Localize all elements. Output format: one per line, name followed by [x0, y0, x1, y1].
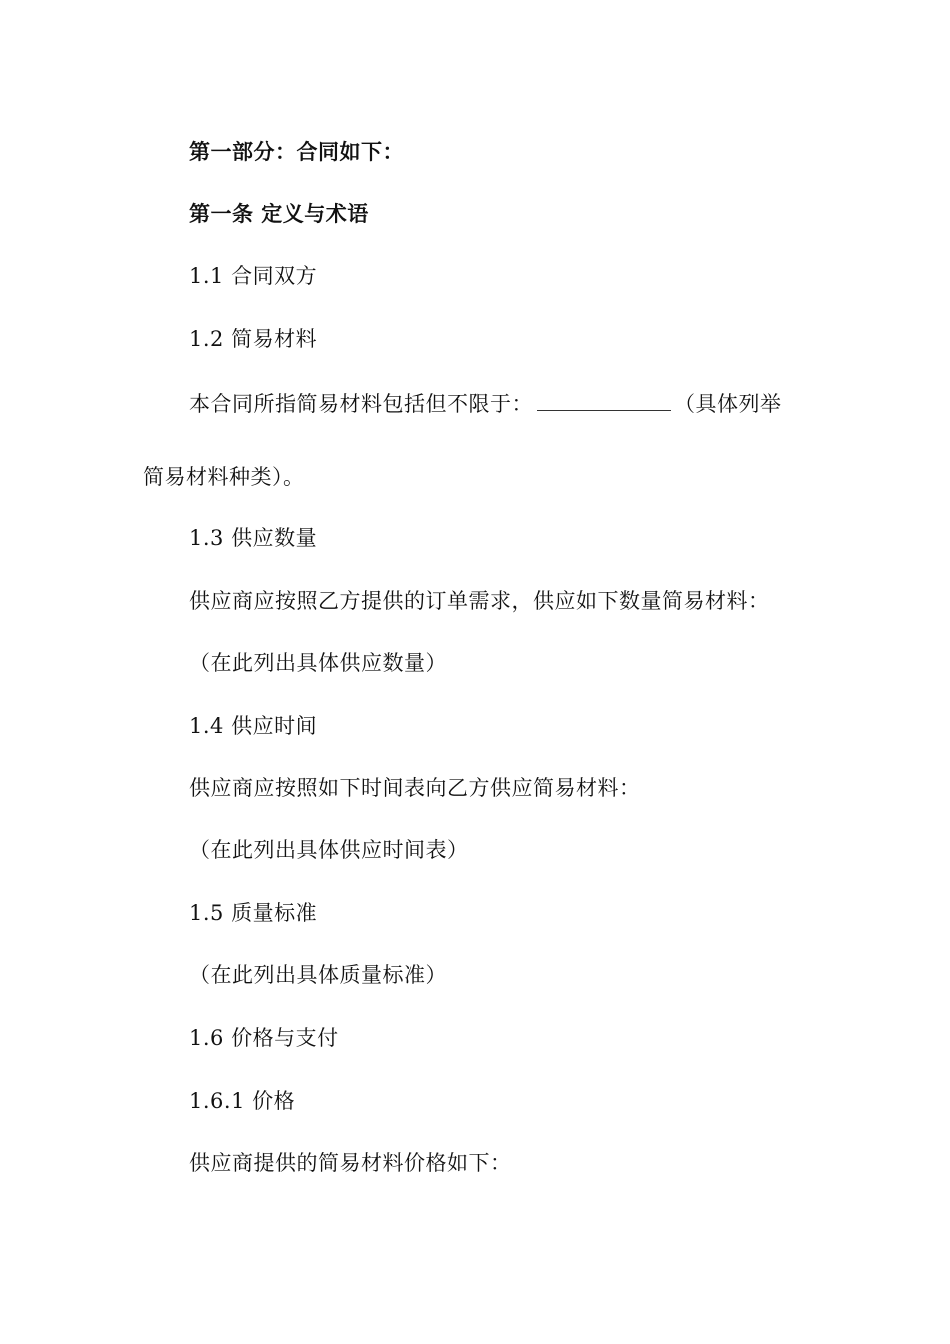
section-1-5: 1.5 质量标准 — [189, 901, 318, 925]
materials-blank-field — [537, 388, 671, 411]
time-paragraph: 供应商应按照如下时间表向乙方供应简易材料： — [189, 776, 641, 800]
section-1-4: 1.4 供应时间 — [189, 714, 318, 738]
section-1-1: 1.1 合同双方 — [189, 264, 318, 288]
price-paragraph: 供应商提供的简易材料价格如下： — [189, 1151, 512, 1175]
materials-tail: （具体列举 — [674, 392, 782, 416]
section-1-3: 1.3 供应数量 — [189, 526, 318, 550]
section-1-2: 1.2 简易材料 — [189, 327, 318, 351]
materials-intro: 本合同所指简易材料包括但不限于： — [189, 392, 533, 416]
materials-paragraph — [189, 388, 782, 418]
part-heading: 第一部分：合同如下： — [189, 140, 404, 164]
time-placeholder: （在此列出具体供应时间表） — [189, 838, 469, 862]
section-1-6: 1.6 价格与支付 — [189, 1026, 339, 1050]
quantity-paragraph: 供应商应按照乙方提供的订单需求，供应如下数量简易材料： — [189, 589, 770, 613]
section-1-6-1: 1.6.1 价格 — [189, 1089, 296, 1113]
quantity-placeholder: （在此列出具体供应数量） — [189, 651, 447, 675]
quality-placeholder: （在此列出具体质量标准） — [189, 963, 447, 987]
article-heading: 第一条 定义与术语 — [189, 202, 369, 226]
materials-continuation: 简易材料种类）。 — [143, 465, 305, 489]
